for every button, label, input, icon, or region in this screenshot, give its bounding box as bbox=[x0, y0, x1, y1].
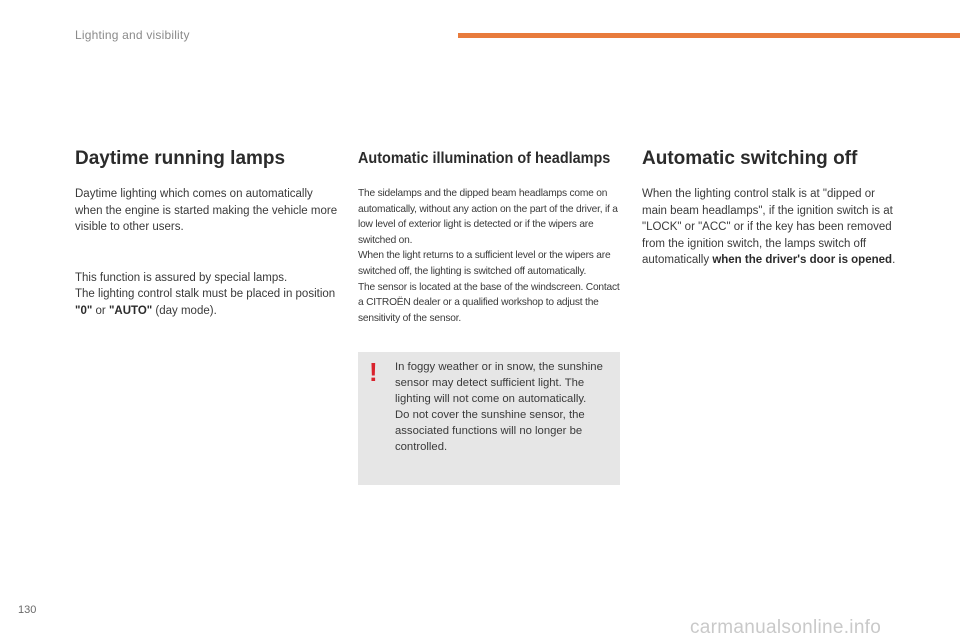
header-accent-bar bbox=[458, 33, 960, 38]
day-mode-text: (day mode). bbox=[152, 304, 217, 317]
section-title: Lighting and visibility bbox=[75, 28, 190, 42]
daytime-running-lamps-section bbox=[75, 146, 340, 319]
daytime-para2-line1: This function is assured by special lamps. bbox=[75, 271, 288, 284]
auto-off-bold: when the driver's door is opened bbox=[712, 254, 893, 266]
automatic-switching-off-section bbox=[642, 146, 900, 269]
warning-line2: Do not cover the sunshine sensor, the associated functions will no longer be controlled. bbox=[395, 409, 585, 453]
or-text: or bbox=[92, 304, 109, 317]
warning-line1: In foggy weather or in snow, the sunshine sensor may detect sufficient light. The lighting will not come on automatically. bbox=[395, 361, 603, 405]
daytime-para2 bbox=[75, 270, 340, 320]
daytime-para2-line2: The lighting control stalk must be placed in position bbox=[75, 288, 336, 300]
auto-illumination-para2: When the light returns to a sufficient level or the wipers are switched off, the lighting is switched off automatically. bbox=[358, 250, 611, 277]
auto-illumination-para3: The sensor is located at the base of the windscreen. Contact a CITROËN dealer or a qualified workshop to adjust the sensitivity of the sensor. bbox=[358, 281, 620, 324]
warning-text bbox=[395, 359, 605, 455]
page-number: 130 bbox=[18, 604, 37, 616]
auto-illumination-para1: The sidelamps and the dipped beam headlamps come on automatically, without any action on the part of the driver, if a low level of exterior light is detected or if the wipers are switched on. bbox=[358, 188, 618, 246]
daytime-title: Daytime running lamps bbox=[75, 148, 286, 169]
automatic-illumination-section bbox=[358, 146, 620, 326]
warning-box bbox=[358, 352, 620, 485]
auto-off-text: When the lighting control stalk is at "dipped or main beam headlamps", if the ignition switch is at "LOCK" or "ACC" or if the key has been removed from the ignition switch, the lamps switch off automatically bbox=[642, 188, 893, 266]
auto-illumination-title: Automatic illumination of headlamps bbox=[358, 150, 611, 167]
daytime-para1: Daytime lighting which comes on automatically when the engine is started making the vehicle more visible to other users. bbox=[75, 188, 338, 233]
position-zero: "0" bbox=[75, 304, 93, 317]
watermark: carmanualsonline.info bbox=[690, 617, 882, 638]
position-auto: "AUTO" bbox=[108, 304, 153, 317]
auto-off-end: . bbox=[892, 254, 896, 266]
warning-exclamation-icon: ! bbox=[369, 357, 378, 387]
auto-off-title: Automatic switching off bbox=[642, 148, 858, 169]
auto-off-para bbox=[642, 186, 900, 269]
